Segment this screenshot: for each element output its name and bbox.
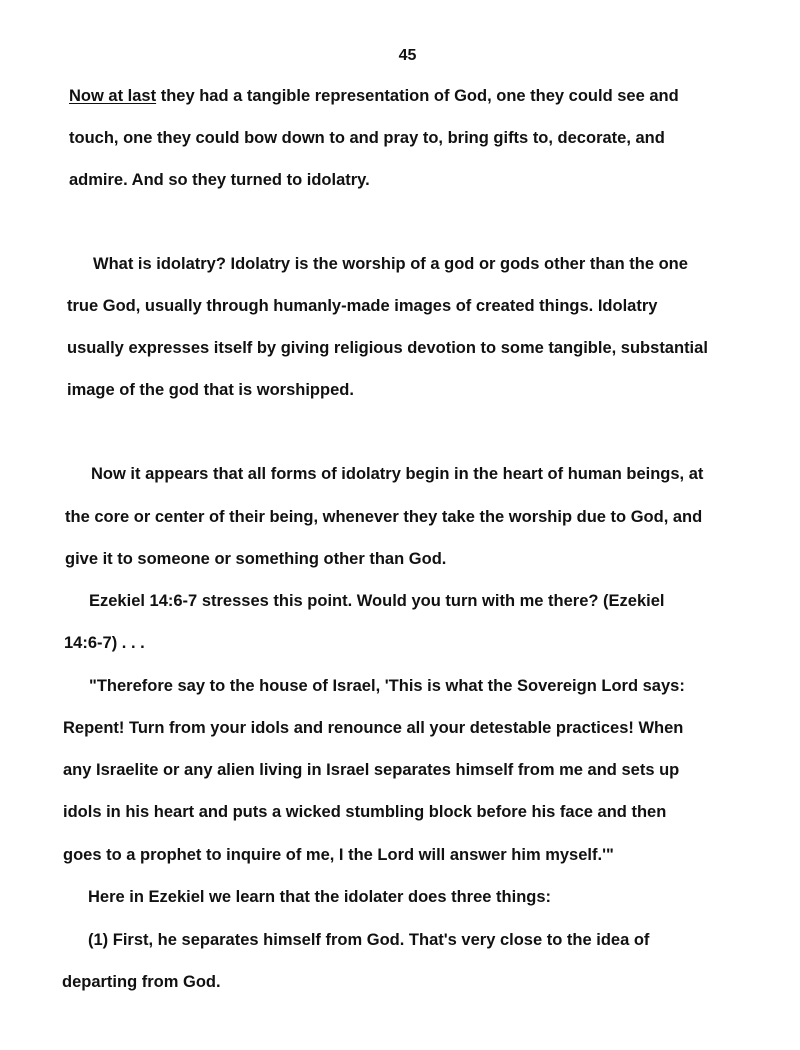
paragraph-line: (1) First, he separates himself from God. That's very close to the idea of — [88, 931, 650, 949]
paragraph-line: Here in Ezekiel we learn that the idolater does three things: — [88, 888, 552, 906]
paragraph-line: 14:6-7) . . . — [64, 634, 145, 652]
paragraph-line: idols in his heart and puts a wicked stumbling block before his face and then — [63, 803, 667, 821]
underlined-phrase: Now at last — [69, 87, 157, 105]
paragraph-line: true God, usually through humanly-made images of created things. Idolatry — [67, 297, 658, 315]
paragraph-line: give it to someone or something other than God. — [65, 550, 447, 568]
paragraph-line: What is idolatry? Idolatry is the worship of a god or gods other than the one — [93, 255, 688, 273]
paragraph-line: any Israelite or any alien living in Israel separates himself from me and sets up — [63, 761, 680, 779]
paragraph-line: touch, one they could bow down to and pray to, bring gifts to, decorate, and — [69, 129, 665, 147]
line-text: they had a tangible representation of God, one they could see and — [156, 87, 679, 105]
paragraph-line: the core or center of their being, whenever they take the worship due to God, and — [65, 508, 703, 526]
paragraph-line: admire. And so they turned to idolatry. — [69, 171, 370, 189]
paragraph-line: departing from God. — [62, 973, 221, 991]
paragraph-line — [69, 85, 679, 107]
paragraph-line: usually expresses itself by giving religious devotion to some tangible, substantial — [67, 339, 708, 357]
page-number: 45 — [398, 47, 417, 64]
paragraph-line: Repent! Turn from your idols and renounce all your detestable practices! When — [63, 719, 684, 737]
paragraph-line: image of the god that is worshipped. — [67, 381, 354, 399]
paragraph-line: goes to a prophet to inquire of me, I the Lord will answer him myself.'" — [63, 846, 614, 864]
paragraph-line: Ezekiel 14:6-7 stresses this point. Would you turn with me there? (Ezekiel — [89, 592, 665, 610]
paragraph-line: Now it appears that all forms of idolatry begin in the heart of human beings, at — [91, 465, 704, 483]
paragraph-line: "Therefore say to the house of Israel, 'This is what the Sovereign Lord says: — [89, 677, 685, 695]
